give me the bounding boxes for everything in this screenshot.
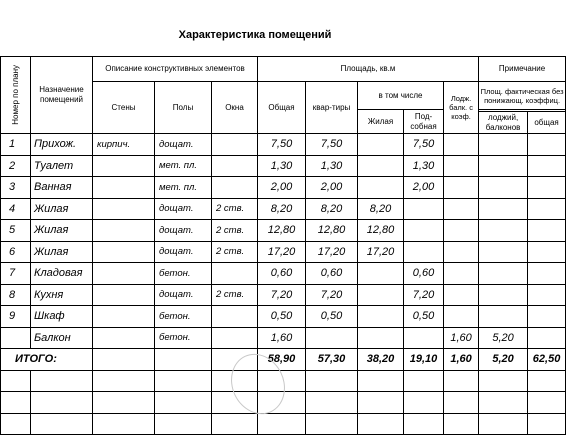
cell-name: Жилая — [31, 241, 93, 263]
cell-floor: дощат. — [155, 220, 212, 242]
cell-aux — [404, 198, 444, 220]
cell-windows: 2 ств. — [212, 198, 258, 220]
cell-total: 2,00 — [258, 177, 306, 199]
cell-living — [358, 327, 404, 349]
cell-walls — [93, 327, 155, 349]
cell-windows: 2 ств. — [212, 220, 258, 242]
cell-note-total — [528, 220, 566, 242]
cell-aux: 1,30 — [404, 155, 444, 177]
cell-windows — [212, 177, 258, 199]
table-row — [1, 306, 566, 328]
cell-apartment: 7,20 — [306, 284, 358, 306]
document-title: Характеристика помещений — [178, 29, 332, 41]
cell-name: Прихож. — [31, 134, 93, 156]
construct-header: Описание конструктивных элементов — [93, 57, 258, 82]
cell-balcony-actual — [479, 306, 528, 328]
cell-floor: дощат. — [155, 284, 212, 306]
cell-loggia — [444, 263, 479, 285]
cell-floor: бетон. — [155, 263, 212, 285]
totals-apartment: 57,30 — [306, 349, 358, 371]
cell-living — [358, 177, 404, 199]
cell-total: 12,80 — [258, 220, 306, 242]
cell-aux: 7,50 — [404, 134, 444, 156]
cell-no: 4 — [1, 198, 31, 220]
living-header: Жилая — [358, 110, 404, 134]
cell-loggia — [444, 284, 479, 306]
table-row — [1, 263, 566, 285]
cell-name: Туалет — [31, 155, 93, 177]
totals-row — [1, 349, 566, 371]
cell-floor: мет. пл. — [155, 155, 212, 177]
cell-loggia — [444, 220, 479, 242]
cell-walls — [93, 241, 155, 263]
cell-name: Жилая — [31, 198, 93, 220]
cell-apartment: 0,60 — [306, 263, 358, 285]
cell-no: 6 — [1, 241, 31, 263]
plan-no-header: Номер по плану — [1, 57, 31, 134]
cell-note-total — [528, 155, 566, 177]
cell-no: 7 — [1, 263, 31, 285]
cell-walls — [93, 177, 155, 199]
cell-note-total — [528, 306, 566, 328]
totals-note-total: 62,50 — [528, 349, 566, 371]
cell-living — [358, 306, 404, 328]
loggia-balcony-header: лоджий, балконов — [479, 112, 528, 134]
cell-floor: мет. пл. — [155, 177, 212, 199]
cell-loggia — [444, 198, 479, 220]
cell-loggia — [444, 241, 479, 263]
cell-apartment: 1,30 — [306, 155, 358, 177]
cell-loggia: 1,60 — [444, 327, 479, 349]
totals-empty-floor — [155, 349, 212, 371]
cell-windows — [212, 134, 258, 156]
cell-balcony-actual — [479, 177, 528, 199]
cell-windows: 2 ств. — [212, 241, 258, 263]
cell-windows — [212, 263, 258, 285]
cell-no: 1 — [1, 134, 31, 156]
note-total-header: общая — [528, 112, 566, 134]
cell-aux — [404, 241, 444, 263]
cell-name: Балкон — [31, 327, 93, 349]
cell-walls — [93, 284, 155, 306]
cell-balcony-actual — [479, 134, 528, 156]
cell-aux: 0,50 — [404, 306, 444, 328]
cell-aux: 2,00 — [404, 177, 444, 199]
cell-living: 12,80 — [358, 220, 404, 242]
cell-total: 7,20 — [258, 284, 306, 306]
cell-apartment: 8,20 — [306, 198, 358, 220]
cell-no: 5 — [1, 220, 31, 242]
cell-living: 8,20 — [358, 198, 404, 220]
cell-balcony-actual — [479, 220, 528, 242]
cell-living — [358, 284, 404, 306]
cell-no: 9 — [1, 306, 31, 328]
cell-total: 0,60 — [258, 263, 306, 285]
cell-total: 8,20 — [258, 198, 306, 220]
empty-row — [1, 413, 566, 435]
table-row — [1, 284, 566, 306]
cell-balcony-actual: 5,20 — [479, 327, 528, 349]
cell-note-total — [528, 263, 566, 285]
cell-loggia — [444, 306, 479, 328]
totals-loggia: 1,60 — [444, 349, 479, 371]
cell-note-total — [528, 134, 566, 156]
table-row — [1, 220, 566, 242]
table-row — [1, 134, 566, 156]
cell-name: Ванная — [31, 177, 93, 199]
cell-apartment: 0,50 — [306, 306, 358, 328]
cell-name: Кухня — [31, 284, 93, 306]
cell-floor: дощат. — [155, 241, 212, 263]
cell-living — [358, 155, 404, 177]
cell-aux — [404, 327, 444, 349]
loggia-coef-header: Лодж. балк. с коэф. — [444, 82, 479, 134]
cell-walls — [93, 306, 155, 328]
cell-name: Жилая — [31, 220, 93, 242]
cell-loggia — [444, 155, 479, 177]
note-header: Примечание — [479, 57, 566, 82]
table-row — [1, 155, 566, 177]
totals-empty-walls — [93, 349, 155, 371]
cell-floor: бетон. — [155, 327, 212, 349]
cell-apartment: 12,80 — [306, 220, 358, 242]
purpose-header: Назначение помещений — [31, 57, 93, 134]
actual-area-header: Площ. фактическая без понижающ. коэффиц. — [479, 82, 566, 110]
totals-living: 38,20 — [358, 349, 404, 371]
area-header: Площадь, кв.м — [258, 57, 479, 82]
cell-no — [1, 327, 31, 349]
cell-apartment: 17,20 — [306, 241, 358, 263]
cell-windows — [212, 155, 258, 177]
totals-total: 58,90 — [258, 349, 306, 371]
cell-walls: кирпич. — [93, 134, 155, 156]
floors-header: Полы — [155, 82, 212, 134]
table-row — [1, 241, 566, 263]
cell-apartment — [306, 327, 358, 349]
totals-aux: 19,10 — [404, 349, 444, 371]
cell-loggia — [444, 134, 479, 156]
cell-total: 1,60 — [258, 327, 306, 349]
walls-header: Стены — [93, 82, 155, 134]
cell-no: 3 — [1, 177, 31, 199]
cell-loggia — [444, 177, 479, 199]
cell-balcony-actual — [479, 263, 528, 285]
cell-aux: 7,20 — [404, 284, 444, 306]
cell-balcony-actual — [479, 241, 528, 263]
cell-walls — [93, 155, 155, 177]
cell-floor: дощат. — [155, 134, 212, 156]
cell-apartment: 2,00 — [306, 177, 358, 199]
cell-living: 17,20 — [358, 241, 404, 263]
header-row-1 — [1, 57, 566, 82]
totals-balcony-actual: 5,20 — [479, 349, 528, 371]
including-header: в том числе — [358, 82, 444, 110]
cell-note-total — [528, 241, 566, 263]
auxiliary-header: Под-собная — [404, 110, 444, 134]
cell-living — [358, 263, 404, 285]
cell-floor: дощат. — [155, 198, 212, 220]
cell-no: 8 — [1, 284, 31, 306]
cell-aux: 0,60 — [404, 263, 444, 285]
cell-total: 0,50 — [258, 306, 306, 328]
cell-balcony-actual — [479, 198, 528, 220]
cell-note-total — [528, 198, 566, 220]
cell-total: 7,50 — [258, 134, 306, 156]
cell-note-total — [528, 327, 566, 349]
totals-label: ИТОГО: — [1, 349, 93, 371]
table-row — [1, 177, 566, 199]
table-row — [1, 198, 566, 220]
cell-apartment: 7,50 — [306, 134, 358, 156]
cell-windows — [212, 306, 258, 328]
apartment-area-header: квар-тиры — [306, 82, 358, 134]
cell-walls — [93, 198, 155, 220]
cell-note-total — [528, 284, 566, 306]
cell-total: 1,30 — [258, 155, 306, 177]
cell-note-total — [528, 177, 566, 199]
cell-total: 17,20 — [258, 241, 306, 263]
cell-name: Шкаф — [31, 306, 93, 328]
cell-windows: 2 ств. — [212, 284, 258, 306]
cell-walls — [93, 263, 155, 285]
cell-no: 2 — [1, 155, 31, 177]
cell-living — [358, 134, 404, 156]
cell-windows — [212, 327, 258, 349]
windows-header: Окна — [212, 82, 258, 134]
total-area-header: Общая — [258, 82, 306, 134]
cell-aux — [404, 220, 444, 242]
cell-floor: бетон. — [155, 306, 212, 328]
cell-balcony-actual — [479, 155, 528, 177]
cell-name: Кладовая — [31, 263, 93, 285]
cell-walls — [93, 220, 155, 242]
table-row — [1, 327, 566, 349]
cell-balcony-actual — [479, 284, 528, 306]
